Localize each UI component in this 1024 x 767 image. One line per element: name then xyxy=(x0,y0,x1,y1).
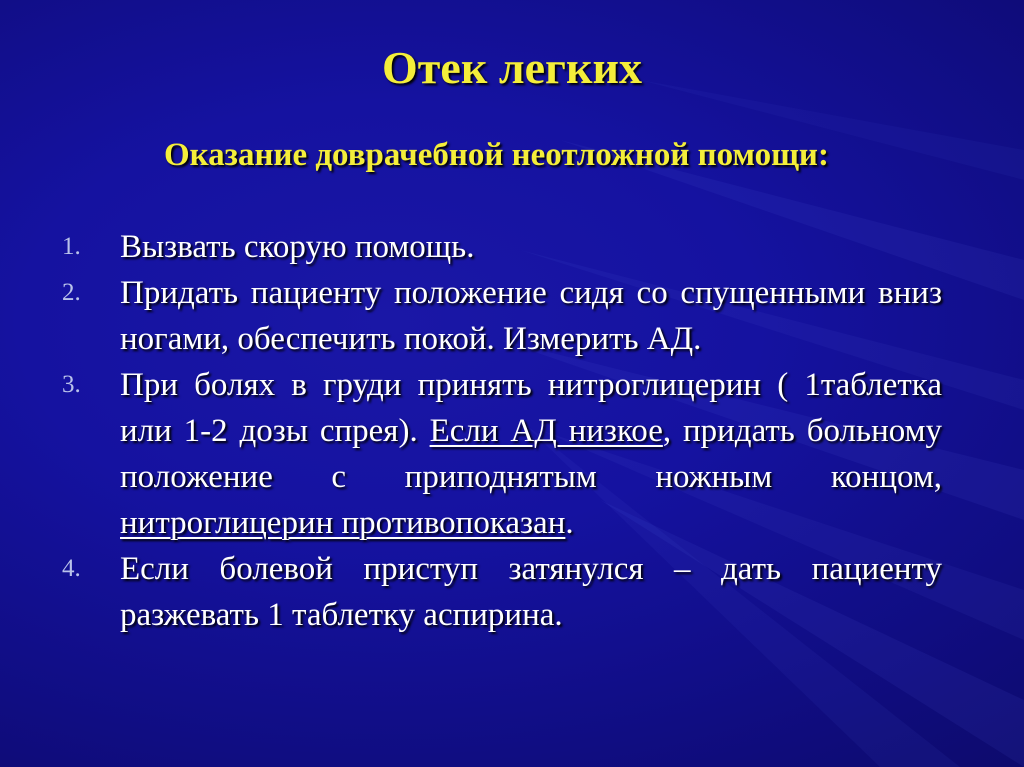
slide-subtitle: Оказание доврачебной неотложной помощи: xyxy=(164,137,829,173)
step-item-4 xyxy=(0,546,942,638)
step-text: Если болевой приступ затянулся – дать пациенту разжевать 1 таблетку аспирина. xyxy=(120,551,942,633)
step-number: 2. xyxy=(62,279,81,306)
underlined-warning-contraindicated: нитроглицерин противопоказан xyxy=(120,505,566,541)
step-item-3 xyxy=(0,362,942,546)
step-number: 3. xyxy=(62,371,81,398)
step-text: Придать пациенту положение сидя со спущенными вниз ногами, обеспечить покой. Измерить АД. xyxy=(120,275,942,357)
step-text xyxy=(120,362,942,546)
step-number: 1. xyxy=(62,233,81,260)
step-text-part: , придать больному положение с приподнятым ножным концом, xyxy=(120,413,942,495)
step-item-2 xyxy=(0,270,942,362)
step-text: Вызвать скорую помощь. xyxy=(120,229,475,265)
first-aid-steps-list xyxy=(0,224,1024,638)
step-item-1 xyxy=(0,224,942,270)
slide-title: Отек легких xyxy=(382,42,642,93)
step-text-part: При болях в груди принять нитроглицерин ( 1таблетка или 1-2 дозы спрея). xyxy=(120,367,942,449)
step-text-part: . xyxy=(565,505,574,541)
step-number: 4. xyxy=(62,555,81,582)
underlined-warning-low-blood-pressure: Если АД низкое xyxy=(429,413,663,449)
